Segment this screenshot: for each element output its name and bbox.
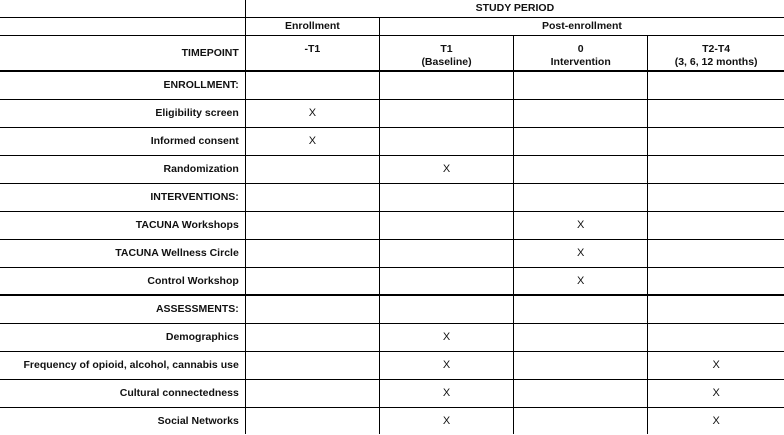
timepoint-label: TIMEPOINT bbox=[0, 35, 245, 71]
table-row bbox=[0, 239, 784, 267]
mark-cell: X bbox=[648, 379, 784, 407]
mark-cell bbox=[648, 211, 784, 239]
post-enrollment-header: Post-enrollment bbox=[379, 17, 784, 35]
mark-cell bbox=[245, 323, 379, 351]
corner-cell-2 bbox=[0, 17, 245, 35]
row-label: INTERVENTIONS: bbox=[0, 183, 245, 211]
row-label: Frequency of opioid, alcohol, cannabis use bbox=[0, 351, 245, 379]
mark-cell bbox=[514, 379, 648, 407]
mark-cell: X bbox=[514, 211, 648, 239]
row-label: Social Networks bbox=[157, 414, 239, 427]
mark-cell: X bbox=[379, 351, 513, 379]
row-label: Informed consent bbox=[0, 127, 245, 155]
timepoint-cell bbox=[379, 35, 513, 71]
table-row bbox=[0, 351, 784, 379]
mark-cell bbox=[514, 323, 648, 351]
table-row bbox=[0, 379, 784, 407]
table-row bbox=[0, 183, 784, 211]
mark-cell: X bbox=[379, 407, 513, 434]
mark-cell bbox=[514, 351, 648, 379]
table-row bbox=[0, 211, 784, 239]
mark-cell bbox=[514, 407, 648, 434]
mark-cell bbox=[648, 71, 784, 99]
mark-cell bbox=[379, 211, 513, 239]
timepoint-line1: T1 bbox=[440, 42, 453, 55]
timepoint-line1: -T1 bbox=[304, 42, 321, 55]
corner-cell bbox=[0, 0, 245, 17]
timepoint-line1: T2-T4 bbox=[702, 42, 731, 55]
timepoint-cell bbox=[514, 35, 648, 71]
row-label: ENROLLMENT: bbox=[0, 71, 245, 99]
mark-cell bbox=[379, 99, 513, 127]
mark-cell bbox=[648, 323, 784, 351]
mark-cell bbox=[514, 127, 648, 155]
timepoint-cell bbox=[245, 35, 379, 71]
table-row bbox=[0, 267, 784, 295]
row-label: TACUNA Workshops bbox=[0, 211, 245, 239]
row-label: TACUNA Wellness Circle bbox=[0, 239, 245, 267]
mark-cell bbox=[245, 267, 379, 295]
mark-cell bbox=[514, 183, 648, 211]
timepoint-cell bbox=[648, 35, 784, 71]
mark-cell bbox=[514, 155, 648, 183]
mark-cell: X bbox=[648, 407, 784, 434]
mark-cell bbox=[245, 211, 379, 239]
row-label: Eligibility screen bbox=[0, 99, 245, 127]
mark-cell bbox=[648, 183, 784, 211]
mark-cell bbox=[648, 127, 784, 155]
mark-cell bbox=[379, 183, 513, 211]
timepoint-line2: (3, 6, 12 months) bbox=[674, 55, 758, 68]
mark-cell: X bbox=[245, 99, 379, 127]
timepoint-line1: 0 bbox=[577, 42, 584, 55]
mark-cell bbox=[245, 351, 379, 379]
mark-cell bbox=[648, 239, 784, 267]
mark-cell bbox=[514, 99, 648, 127]
mark-cell: X bbox=[379, 155, 513, 183]
study-period-header: STUDY PERIOD bbox=[245, 0, 784, 17]
mark-cell bbox=[245, 379, 379, 407]
table-row bbox=[0, 155, 784, 183]
mark-cell: X bbox=[648, 351, 784, 379]
mark-cell bbox=[245, 183, 379, 211]
timepoint-line2: Intervention bbox=[550, 55, 611, 68]
mark-cell bbox=[648, 99, 784, 127]
table-row bbox=[0, 127, 784, 155]
row-label: Randomization bbox=[0, 155, 245, 183]
mark-cell: X bbox=[245, 127, 379, 155]
mark-cell bbox=[245, 155, 379, 183]
mark-cell bbox=[379, 71, 513, 99]
mark-cell: X bbox=[514, 239, 648, 267]
mark-cell bbox=[648, 267, 784, 295]
mark-cell bbox=[245, 71, 379, 99]
mark-cell bbox=[379, 239, 513, 267]
timepoint-line2: (Baseline) bbox=[421, 55, 472, 68]
row-label: Control Workshop bbox=[0, 267, 245, 295]
mark-cell bbox=[379, 295, 513, 323]
row-label: ASSESSMENTS: bbox=[0, 295, 245, 323]
table-row bbox=[0, 295, 784, 323]
row-label: Demographics bbox=[0, 323, 245, 351]
mark-cell bbox=[648, 295, 784, 323]
mark-cell: X bbox=[379, 379, 513, 407]
table-row bbox=[0, 407, 784, 434]
table-row bbox=[0, 99, 784, 127]
mark-cell bbox=[514, 71, 648, 99]
mark-cell: X bbox=[514, 267, 648, 295]
mark-cell bbox=[379, 127, 513, 155]
enrollment-header: Enrollment bbox=[245, 17, 379, 35]
mark-cell bbox=[245, 239, 379, 267]
table-row bbox=[0, 71, 784, 99]
mark-cell bbox=[245, 407, 379, 434]
table-row bbox=[0, 323, 784, 351]
mark-cell bbox=[379, 267, 513, 295]
mark-cell: X bbox=[379, 323, 513, 351]
row-label: Cultural connectedness bbox=[0, 379, 245, 407]
mark-cell bbox=[514, 295, 648, 323]
mark-cell bbox=[245, 295, 379, 323]
mark-cell bbox=[648, 155, 784, 183]
